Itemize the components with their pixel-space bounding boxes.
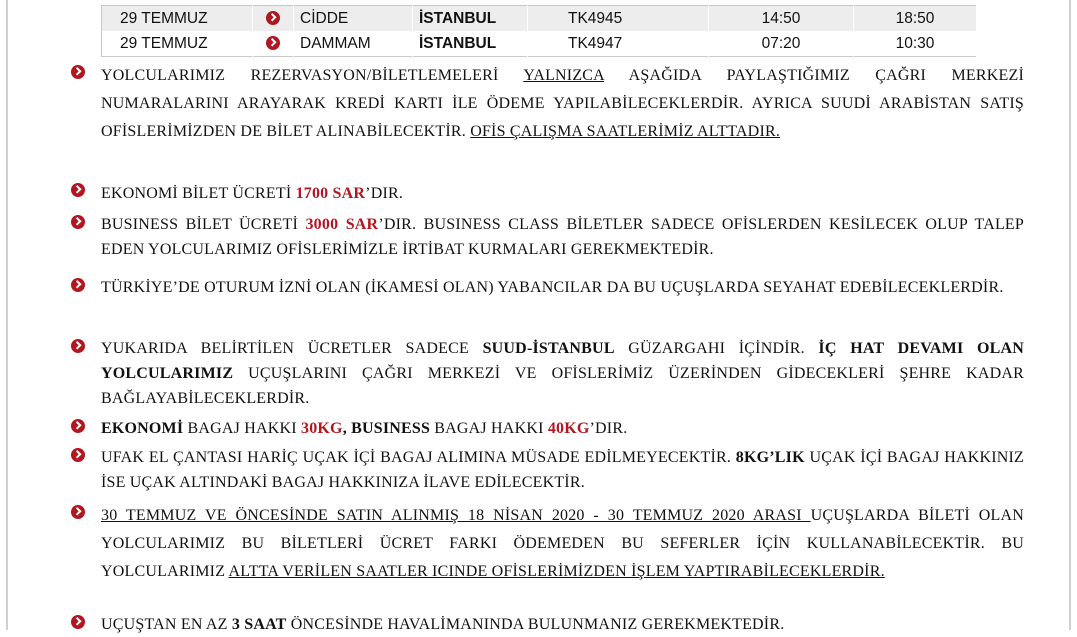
bullet-chevron-icon xyxy=(71,339,85,353)
origin-city: CİDDE xyxy=(294,6,413,32)
flight-number: TK4945 xyxy=(528,6,709,32)
departure-time: 14:50 xyxy=(709,6,854,32)
notice-text: EKONOMİ BAGAJ HAKKI 30KG, BUSINESS BAGAJ HAKKI 40KG’DIR. xyxy=(101,420,628,437)
notice-text: EKONOMİ BİLET ÜCRETİ 1700 SAR’DIR. xyxy=(101,185,404,202)
bullet-chevron-icon xyxy=(71,615,85,629)
bullet-chevron-icon xyxy=(71,183,85,197)
page-border-right xyxy=(1069,0,1071,630)
destination-city: İSTANBUL xyxy=(413,6,528,32)
bullet-chevron-icon xyxy=(266,36,280,50)
business-price: 3000 SAR xyxy=(305,216,379,233)
notice-text: 30 TEMMUZ VE ÖNCESİNDE SATIN ALINMIŞ 18 NİSAN 2020 - 30 TEMMUZ 2020 ARASI UÇUŞLARDA BİLETİ OLAN YOLCULARIMIZ BU BİLETLERİ ÜCRET FARKI ÖDEMEDEN BU SEFERLER İÇİN KULLANABİLECEKTİR. BU YOLCULARIMIZ ALTTA VERİLEN SAATLER ICINDE OFİSLERİMİZDEN İŞLEM YAPTIRABİLECEKLERDİR. xyxy=(101,507,1024,580)
table-row xyxy=(102,31,977,57)
notice-text: YUKARIDA BELİRTİLEN ÜCRETLER SADECE SUUD-İSTANBUL GÜZARGAHI İÇİNDİR. İÇ HAT DEVAMI OLAN YOLCULARIMIZ UÇUŞLARINI ÇAĞRI MERKEZİ VE OFİSLERİMİZ ÜZERİNDEN GİDECEKLERİ ŞEHRE KADAR BAĞLAYABİLECEKLERDİR. xyxy=(101,340,1025,407)
bullet-chevron-icon xyxy=(71,278,85,292)
notice-text: TÜRKİYE’DE OTURUM İZNİ OLAN (İKAMESİ OLAN) YABANCILAR DA BU UÇUŞLARDA SEYAHAT EDEBİLECEKLERDİR. xyxy=(101,279,1004,296)
bullet-chevron-icon xyxy=(266,11,280,25)
notice-text: BUSINESS BİLET ÜCRETİ 3000 SAR’DIR. BUSINESS CLASS BİLETLER SADECE OFİSLERDEN KESİLECEK OLUP TALEP EDEN YOLCULARIMIZ OFİSLERİMİZLE İRTİBAT KURMALARI GEREKMEKTEDİR. xyxy=(101,216,1025,258)
bullet-chevron-icon xyxy=(71,419,85,433)
destination-city: İSTANBUL xyxy=(413,31,528,57)
bullet-chevron-icon xyxy=(71,215,85,229)
departure-time: 07:20 xyxy=(709,31,854,57)
bullet-chevron-icon xyxy=(71,65,85,79)
origin-city: DAMMAM xyxy=(294,31,413,57)
bullet-chevron-icon xyxy=(71,505,85,519)
page-border-left xyxy=(6,0,8,630)
table-row xyxy=(102,6,977,32)
flight-date: 29 TEMMUZ xyxy=(102,31,253,57)
arrival-time: 10:30 xyxy=(854,31,977,57)
notice-text: UÇUŞTAN EN AZ 3 SAAT ÖNCESİNDE HAVALİMANINDA BULUNMANIZ GEREKMEKTEDİR. xyxy=(101,616,785,633)
economy-price: 1700 SAR xyxy=(295,185,366,202)
arrival-time: 18:50 xyxy=(854,6,977,32)
notice-text: YOLCULARIMIZ REZERVASYON/BİLETLEMELERİ YALNIZCA AŞAĞIDA PAYLAŞTIĞIMIZ ÇAĞRI MERKEZİ NUMARALARINI ARAYARAK KREDİ KARTI İLE ÖDEME YAPILABİLECEKLERDİR. AYRICA SUUDİ ARABİSTAN SATIŞ OFİSLERİMİZDEN DE BİLET ALINABİLECEKTİR. OFİS ÇALIŞMA SAATLERİMİZ ALTTADIR. xyxy=(101,67,1024,140)
flight-date: 29 TEMMUZ xyxy=(102,6,253,32)
bullet-chevron-icon xyxy=(71,448,85,462)
notice-text: UFAK EL ÇANTASI HARİÇ UÇAK İÇİ BAGAJ ALIMINA MÜSADE EDİLMEYECEKTİR. 8KG’LIK UÇAK İÇİ BAGAJ HAKKINIZ İSE UÇAK ALTINDAKİ BAGAJ HAKKINIZA İLAVE EDİLECEKTİR. xyxy=(101,449,1025,491)
flight-schedule-table xyxy=(101,5,977,57)
flight-number: TK4947 xyxy=(528,31,709,57)
